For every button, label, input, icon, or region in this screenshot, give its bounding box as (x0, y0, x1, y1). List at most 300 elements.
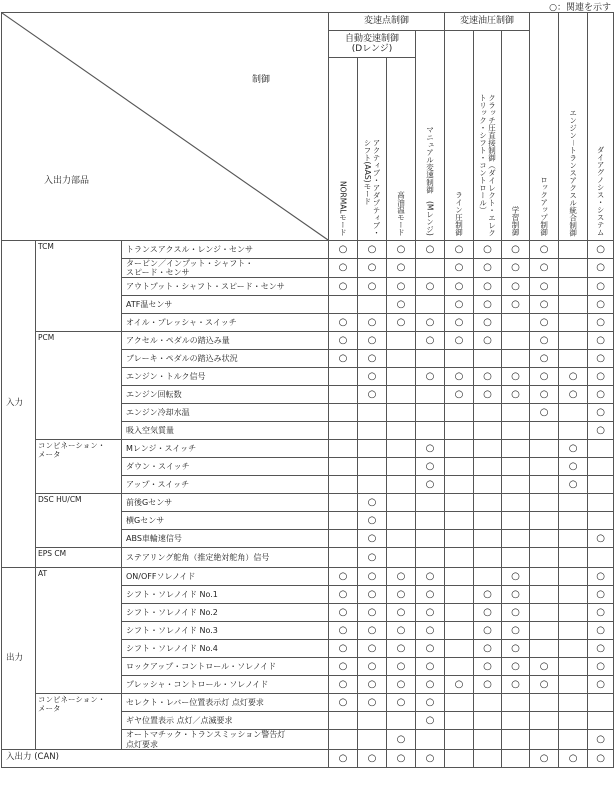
empty-cell (474, 350, 502, 368)
empty-cell (387, 332, 416, 350)
empty-cell (358, 458, 387, 476)
mark-cell: ○ (329, 694, 358, 712)
mark-cell: ○ (474, 368, 502, 386)
group-auto-header: 自動変速制御 (Dレンジ) (329, 31, 416, 58)
mark-cell: ○ (502, 259, 530, 278)
mark-cell: ○ (358, 241, 387, 259)
mark-cell: ○ (445, 259, 474, 278)
empty-cell (559, 241, 588, 259)
mark-cell: ○ (588, 640, 614, 658)
mark-cell: ○ (530, 676, 559, 694)
signal-name: シフト・ソレノイド No.4 (122, 640, 329, 658)
empty-cell (588, 458, 614, 476)
mark-cell: ○ (416, 586, 445, 604)
mark-cell: ○ (329, 604, 358, 622)
empty-cell (474, 404, 502, 422)
empty-cell (445, 458, 474, 476)
mark-cell: ○ (329, 676, 358, 694)
mark-cell: ○ (530, 386, 559, 404)
empty-cell (416, 350, 445, 368)
empty-cell (474, 730, 502, 749)
empty-cell (474, 530, 502, 548)
empty-cell (502, 548, 530, 568)
empty-cell (588, 476, 614, 494)
empty-cell (559, 278, 588, 296)
empty-cell (530, 568, 559, 586)
empty-cell (387, 368, 416, 386)
empty-cell (559, 730, 588, 749)
empty-cell (502, 404, 530, 422)
diagonal-header-cell (2, 13, 329, 241)
table-row (2, 332, 614, 350)
empty-cell (416, 422, 445, 440)
mark-cell: ○ (588, 749, 614, 767)
signal-name: セレクト・レバー位置表示灯 点灯要求 (122, 694, 329, 712)
empty-cell (559, 694, 588, 712)
signal-name: シフト・ソレノイド No.2 (122, 604, 329, 622)
mark-cell: ○ (358, 622, 387, 640)
empty-cell (559, 404, 588, 422)
empty-cell (502, 476, 530, 494)
mark-cell: ○ (416, 332, 445, 350)
io-label: 入出力部品 (44, 175, 90, 186)
signal-name: 吸入空気質量 (122, 422, 329, 440)
table-row (2, 548, 614, 568)
mark-cell: ○ (502, 386, 530, 404)
mark-cell: ○ (530, 259, 559, 278)
empty-cell (502, 422, 530, 440)
table-row (2, 440, 614, 458)
empty-cell (445, 548, 474, 568)
signal-name: 横Gセンサ (122, 512, 329, 530)
empty-cell (358, 422, 387, 440)
empty-cell (387, 350, 416, 368)
can-row-label: 入出力 (CAN) (2, 749, 329, 767)
mark-cell: ○ (530, 368, 559, 386)
empty-cell (358, 476, 387, 494)
empty-cell (445, 730, 474, 749)
empty-cell (416, 404, 445, 422)
mark-cell: ○ (588, 404, 614, 422)
empty-cell (502, 314, 530, 332)
empty-cell (329, 404, 358, 422)
empty-cell (474, 494, 502, 512)
mark-cell: ○ (474, 241, 502, 259)
empty-cell (559, 548, 588, 568)
mark-cell: ○ (416, 622, 445, 640)
empty-cell (530, 530, 559, 548)
empty-cell (502, 730, 530, 749)
empty-cell (502, 494, 530, 512)
mark-cell: ○ (588, 350, 614, 368)
signal-name: ギヤ位置表示 点灯／点滅要求 (122, 712, 329, 730)
empty-cell (530, 730, 559, 749)
empty-cell (502, 440, 530, 458)
col-header-7: ロックアップ制御 (530, 13, 559, 241)
col-header-8: エンジン－トランスアクスル統合制御 (559, 13, 588, 241)
mark-cell: ○ (588, 278, 614, 296)
mark-cell: ○ (474, 296, 502, 314)
empty-cell (445, 604, 474, 622)
empty-cell (416, 494, 445, 512)
signal-name: エンジン・トルク信号 (122, 368, 329, 386)
empty-cell (329, 494, 358, 512)
empty-cell (530, 422, 559, 440)
mark-cell: ○ (358, 568, 387, 586)
mark-cell: ○ (502, 568, 530, 586)
mark-cell: ○ (588, 604, 614, 622)
mark-cell: ○ (588, 386, 614, 404)
empty-cell (559, 422, 588, 440)
empty-cell (559, 332, 588, 350)
mark-cell: ○ (358, 586, 387, 604)
empty-cell (387, 440, 416, 458)
mark-cell: ○ (329, 658, 358, 676)
mark-cell: ○ (416, 658, 445, 676)
mark-cell: ○ (588, 259, 614, 278)
mark-cell: ○ (329, 622, 358, 640)
mark-cell: ○ (474, 658, 502, 676)
empty-cell (530, 622, 559, 640)
mark-cell: ○ (329, 241, 358, 259)
mark-cell: ○ (329, 640, 358, 658)
empty-cell (329, 296, 358, 314)
empty-cell (445, 404, 474, 422)
mark-cell: ○ (588, 332, 614, 350)
mark-cell: ○ (588, 622, 614, 640)
col-header-3: マニュアル変速制御 (Mレンジ) (416, 31, 445, 241)
empty-cell (559, 494, 588, 512)
empty-cell (502, 350, 530, 368)
group-pressure-header: 変速油圧制御 (445, 13, 530, 31)
mark-cell: ○ (329, 350, 358, 368)
empty-cell (588, 440, 614, 458)
io-control-matrix (1, 12, 614, 768)
empty-cell (329, 476, 358, 494)
mark-cell: ○ (358, 604, 387, 622)
signal-name: アクセル・ペダルの踏込み量 (122, 332, 329, 350)
empty-cell (445, 622, 474, 640)
mark-cell: ○ (416, 640, 445, 658)
mark-cell: ○ (530, 241, 559, 259)
mark-cell: ○ (588, 730, 614, 749)
empty-cell (559, 676, 588, 694)
empty-cell (387, 548, 416, 568)
mark-cell: ○ (387, 604, 416, 622)
mark-cell: ○ (387, 586, 416, 604)
mark-cell: ○ (445, 314, 474, 332)
mark-cell: ○ (588, 530, 614, 548)
mark-cell: ○ (588, 296, 614, 314)
empty-cell (387, 476, 416, 494)
mark-cell: ○ (329, 568, 358, 586)
mark-cell: ○ (358, 368, 387, 386)
empty-cell (588, 712, 614, 730)
col-header-2: 高油温モード (387, 58, 416, 241)
mark-cell: ○ (474, 622, 502, 640)
empty-cell (474, 476, 502, 494)
signal-name: ダウン・スイッチ (122, 458, 329, 476)
mark-cell: ○ (358, 676, 387, 694)
mark-cell: ○ (358, 548, 387, 568)
mark-cell: ○ (387, 568, 416, 586)
col-header-9: ダイアグノシス・システム (588, 13, 614, 241)
mark-cell: ○ (502, 658, 530, 676)
mark-cell: ○ (387, 730, 416, 749)
can-row (2, 749, 614, 767)
empty-cell (559, 622, 588, 640)
empty-cell (329, 386, 358, 404)
signal-name: ATF温センサ (122, 296, 329, 314)
empty-cell (329, 458, 358, 476)
empty-cell (387, 386, 416, 404)
empty-cell (559, 512, 588, 530)
signal-name: ABS車輪速信号 (122, 530, 329, 548)
empty-cell (416, 512, 445, 530)
empty-cell (588, 694, 614, 712)
component-label: コンビネーション・ メータ (36, 694, 122, 749)
empty-cell (530, 512, 559, 530)
section-label: 出力 (2, 568, 36, 749)
empty-cell (474, 548, 502, 568)
empty-cell (445, 749, 474, 767)
empty-cell (416, 296, 445, 314)
empty-cell (329, 440, 358, 458)
empty-cell (445, 494, 474, 512)
empty-cell (559, 314, 588, 332)
signal-name: ON/OFFソレノイド (122, 568, 329, 586)
mark-cell: ○ (416, 476, 445, 494)
signal-name: エンジン回転数 (122, 386, 329, 404)
empty-cell (559, 640, 588, 658)
empty-cell (387, 512, 416, 530)
mark-cell: ○ (358, 494, 387, 512)
signal-name: プレッシャ・コントロール・ソレノイド (122, 676, 329, 694)
component-label: AT (36, 568, 122, 694)
group-shift-header: 変速点制御 (329, 13, 445, 31)
empty-cell (445, 694, 474, 712)
mark-cell: ○ (416, 604, 445, 622)
mark-cell: ○ (358, 259, 387, 278)
col-header-5: クラッチ圧直接制御（ダイレクト・エレク トリック・シフト・コントロール） (474, 31, 502, 241)
mark-cell: ○ (474, 278, 502, 296)
empty-cell (559, 658, 588, 676)
mark-cell: ○ (474, 259, 502, 278)
mark-cell: ○ (329, 259, 358, 278)
mark-cell: ○ (474, 586, 502, 604)
component-label: TCM (36, 241, 122, 332)
empty-cell (329, 530, 358, 548)
mark-cell: ○ (387, 241, 416, 259)
empty-cell (474, 712, 502, 730)
empty-cell (387, 494, 416, 512)
mark-cell: ○ (588, 676, 614, 694)
mark-cell: ○ (474, 314, 502, 332)
empty-cell (358, 296, 387, 314)
signal-name: シフト・ソレノイド No.1 (122, 586, 329, 604)
signal-name: エンジン冷却水温 (122, 404, 329, 422)
empty-cell (329, 368, 358, 386)
empty-cell (329, 512, 358, 530)
table-row (2, 494, 614, 512)
mark-cell: ○ (502, 622, 530, 640)
empty-cell (502, 712, 530, 730)
empty-cell (474, 694, 502, 712)
mark-cell: ○ (358, 314, 387, 332)
col-header-1: アクティブ・アダプティブ・ シフト(AAS)モード (358, 58, 387, 241)
table-row (2, 568, 614, 586)
mark-cell: ○ (416, 568, 445, 586)
mark-cell: ○ (387, 259, 416, 278)
mark-cell: ○ (416, 440, 445, 458)
empty-cell (329, 712, 358, 730)
mark-cell: ○ (530, 314, 559, 332)
col-header-6: 学習制御 (502, 31, 530, 241)
empty-cell (530, 476, 559, 494)
mark-cell: ○ (416, 458, 445, 476)
mark-cell: ○ (416, 694, 445, 712)
empty-cell (502, 530, 530, 548)
section-label: 入力 (2, 241, 36, 568)
col-header-0: NORMALモード (329, 58, 358, 241)
empty-cell (358, 712, 387, 730)
mark-cell: ○ (329, 749, 358, 767)
col-header-4: ライン圧制御 (445, 31, 474, 241)
empty-cell (445, 350, 474, 368)
empty-cell (559, 259, 588, 278)
mark-cell: ○ (387, 749, 416, 767)
empty-cell (445, 586, 474, 604)
empty-cell (329, 548, 358, 568)
signal-name: Mレンジ・スイッチ (122, 440, 329, 458)
mark-cell: ○ (445, 386, 474, 404)
mark-cell: ○ (445, 296, 474, 314)
mark-cell: ○ (387, 658, 416, 676)
empty-cell (474, 512, 502, 530)
mark-cell: ○ (387, 694, 416, 712)
component-label: コンビネーション・ メータ (36, 440, 122, 494)
mark-cell: ○ (358, 640, 387, 658)
empty-cell (445, 512, 474, 530)
mark-cell: ○ (588, 658, 614, 676)
mark-cell: ○ (358, 278, 387, 296)
mark-cell: ○ (502, 604, 530, 622)
empty-cell (445, 530, 474, 548)
mark-cell: ○ (588, 586, 614, 604)
mark-cell: ○ (445, 278, 474, 296)
empty-cell (416, 386, 445, 404)
mark-cell: ○ (502, 640, 530, 658)
mark-cell: ○ (502, 241, 530, 259)
empty-cell (530, 586, 559, 604)
legend-note: ○：関連を示す (549, 3, 611, 13)
mark-cell: ○ (358, 694, 387, 712)
signal-name: タービン／インプット・シャフト・ スピード・センサ (122, 259, 329, 278)
empty-cell (559, 296, 588, 314)
mark-cell: ○ (588, 314, 614, 332)
mark-cell: ○ (530, 404, 559, 422)
empty-cell (358, 440, 387, 458)
empty-cell (445, 640, 474, 658)
empty-cell (502, 749, 530, 767)
mark-cell: ○ (387, 296, 416, 314)
signal-name: アップ・スイッチ (122, 476, 329, 494)
empty-cell (387, 712, 416, 730)
empty-cell (329, 730, 358, 749)
mark-cell: ○ (329, 278, 358, 296)
signal-name: 前後Gセンサ (122, 494, 329, 512)
empty-cell (588, 494, 614, 512)
mark-cell: ○ (329, 586, 358, 604)
empty-cell (358, 404, 387, 422)
empty-cell (502, 512, 530, 530)
empty-cell (416, 530, 445, 548)
mark-cell: ○ (474, 676, 502, 694)
empty-cell (387, 404, 416, 422)
mark-cell: ○ (358, 332, 387, 350)
empty-cell (502, 694, 530, 712)
empty-cell (530, 640, 559, 658)
empty-cell (445, 658, 474, 676)
mark-cell: ○ (416, 314, 445, 332)
mark-cell: ○ (559, 368, 588, 386)
mark-cell: ○ (416, 749, 445, 767)
mark-cell: ○ (502, 278, 530, 296)
empty-cell (502, 332, 530, 350)
mark-cell: ○ (588, 368, 614, 386)
mark-cell: ○ (559, 386, 588, 404)
mark-cell: ○ (502, 586, 530, 604)
empty-cell (416, 259, 445, 278)
mark-cell: ○ (445, 368, 474, 386)
mark-cell: ○ (559, 749, 588, 767)
table-row (2, 241, 614, 259)
mark-cell: ○ (530, 332, 559, 350)
mark-cell: ○ (530, 296, 559, 314)
mark-cell: ○ (559, 458, 588, 476)
signal-name: トランスアクスル・レンジ・センサ (122, 241, 329, 259)
empty-cell (416, 730, 445, 749)
empty-cell (445, 440, 474, 458)
mark-cell: ○ (530, 278, 559, 296)
component-label: PCM (36, 332, 122, 440)
empty-cell (559, 586, 588, 604)
empty-cell (530, 694, 559, 712)
mark-cell: ○ (474, 332, 502, 350)
empty-cell (445, 712, 474, 730)
mark-cell: ○ (329, 332, 358, 350)
empty-cell (358, 730, 387, 749)
signal-name: ステアリング舵角（推定絶対舵角）信号 (122, 548, 329, 568)
mark-cell: ○ (588, 568, 614, 586)
mark-cell: ○ (387, 622, 416, 640)
mark-cell: ○ (416, 278, 445, 296)
empty-cell (559, 530, 588, 548)
signal-name: アウトプット・シャフト・スピード・センサ (122, 278, 329, 296)
signal-name: オイル・プレッシャ・スイッチ (122, 314, 329, 332)
empty-cell (588, 512, 614, 530)
mark-cell: ○ (416, 676, 445, 694)
diagonal-line (2, 13, 328, 240)
empty-cell (530, 712, 559, 730)
empty-cell (530, 440, 559, 458)
mark-cell: ○ (329, 314, 358, 332)
empty-cell (445, 568, 474, 586)
mark-cell: ○ (358, 530, 387, 548)
empty-cell (474, 440, 502, 458)
mark-cell: ○ (588, 241, 614, 259)
mark-cell: ○ (358, 386, 387, 404)
